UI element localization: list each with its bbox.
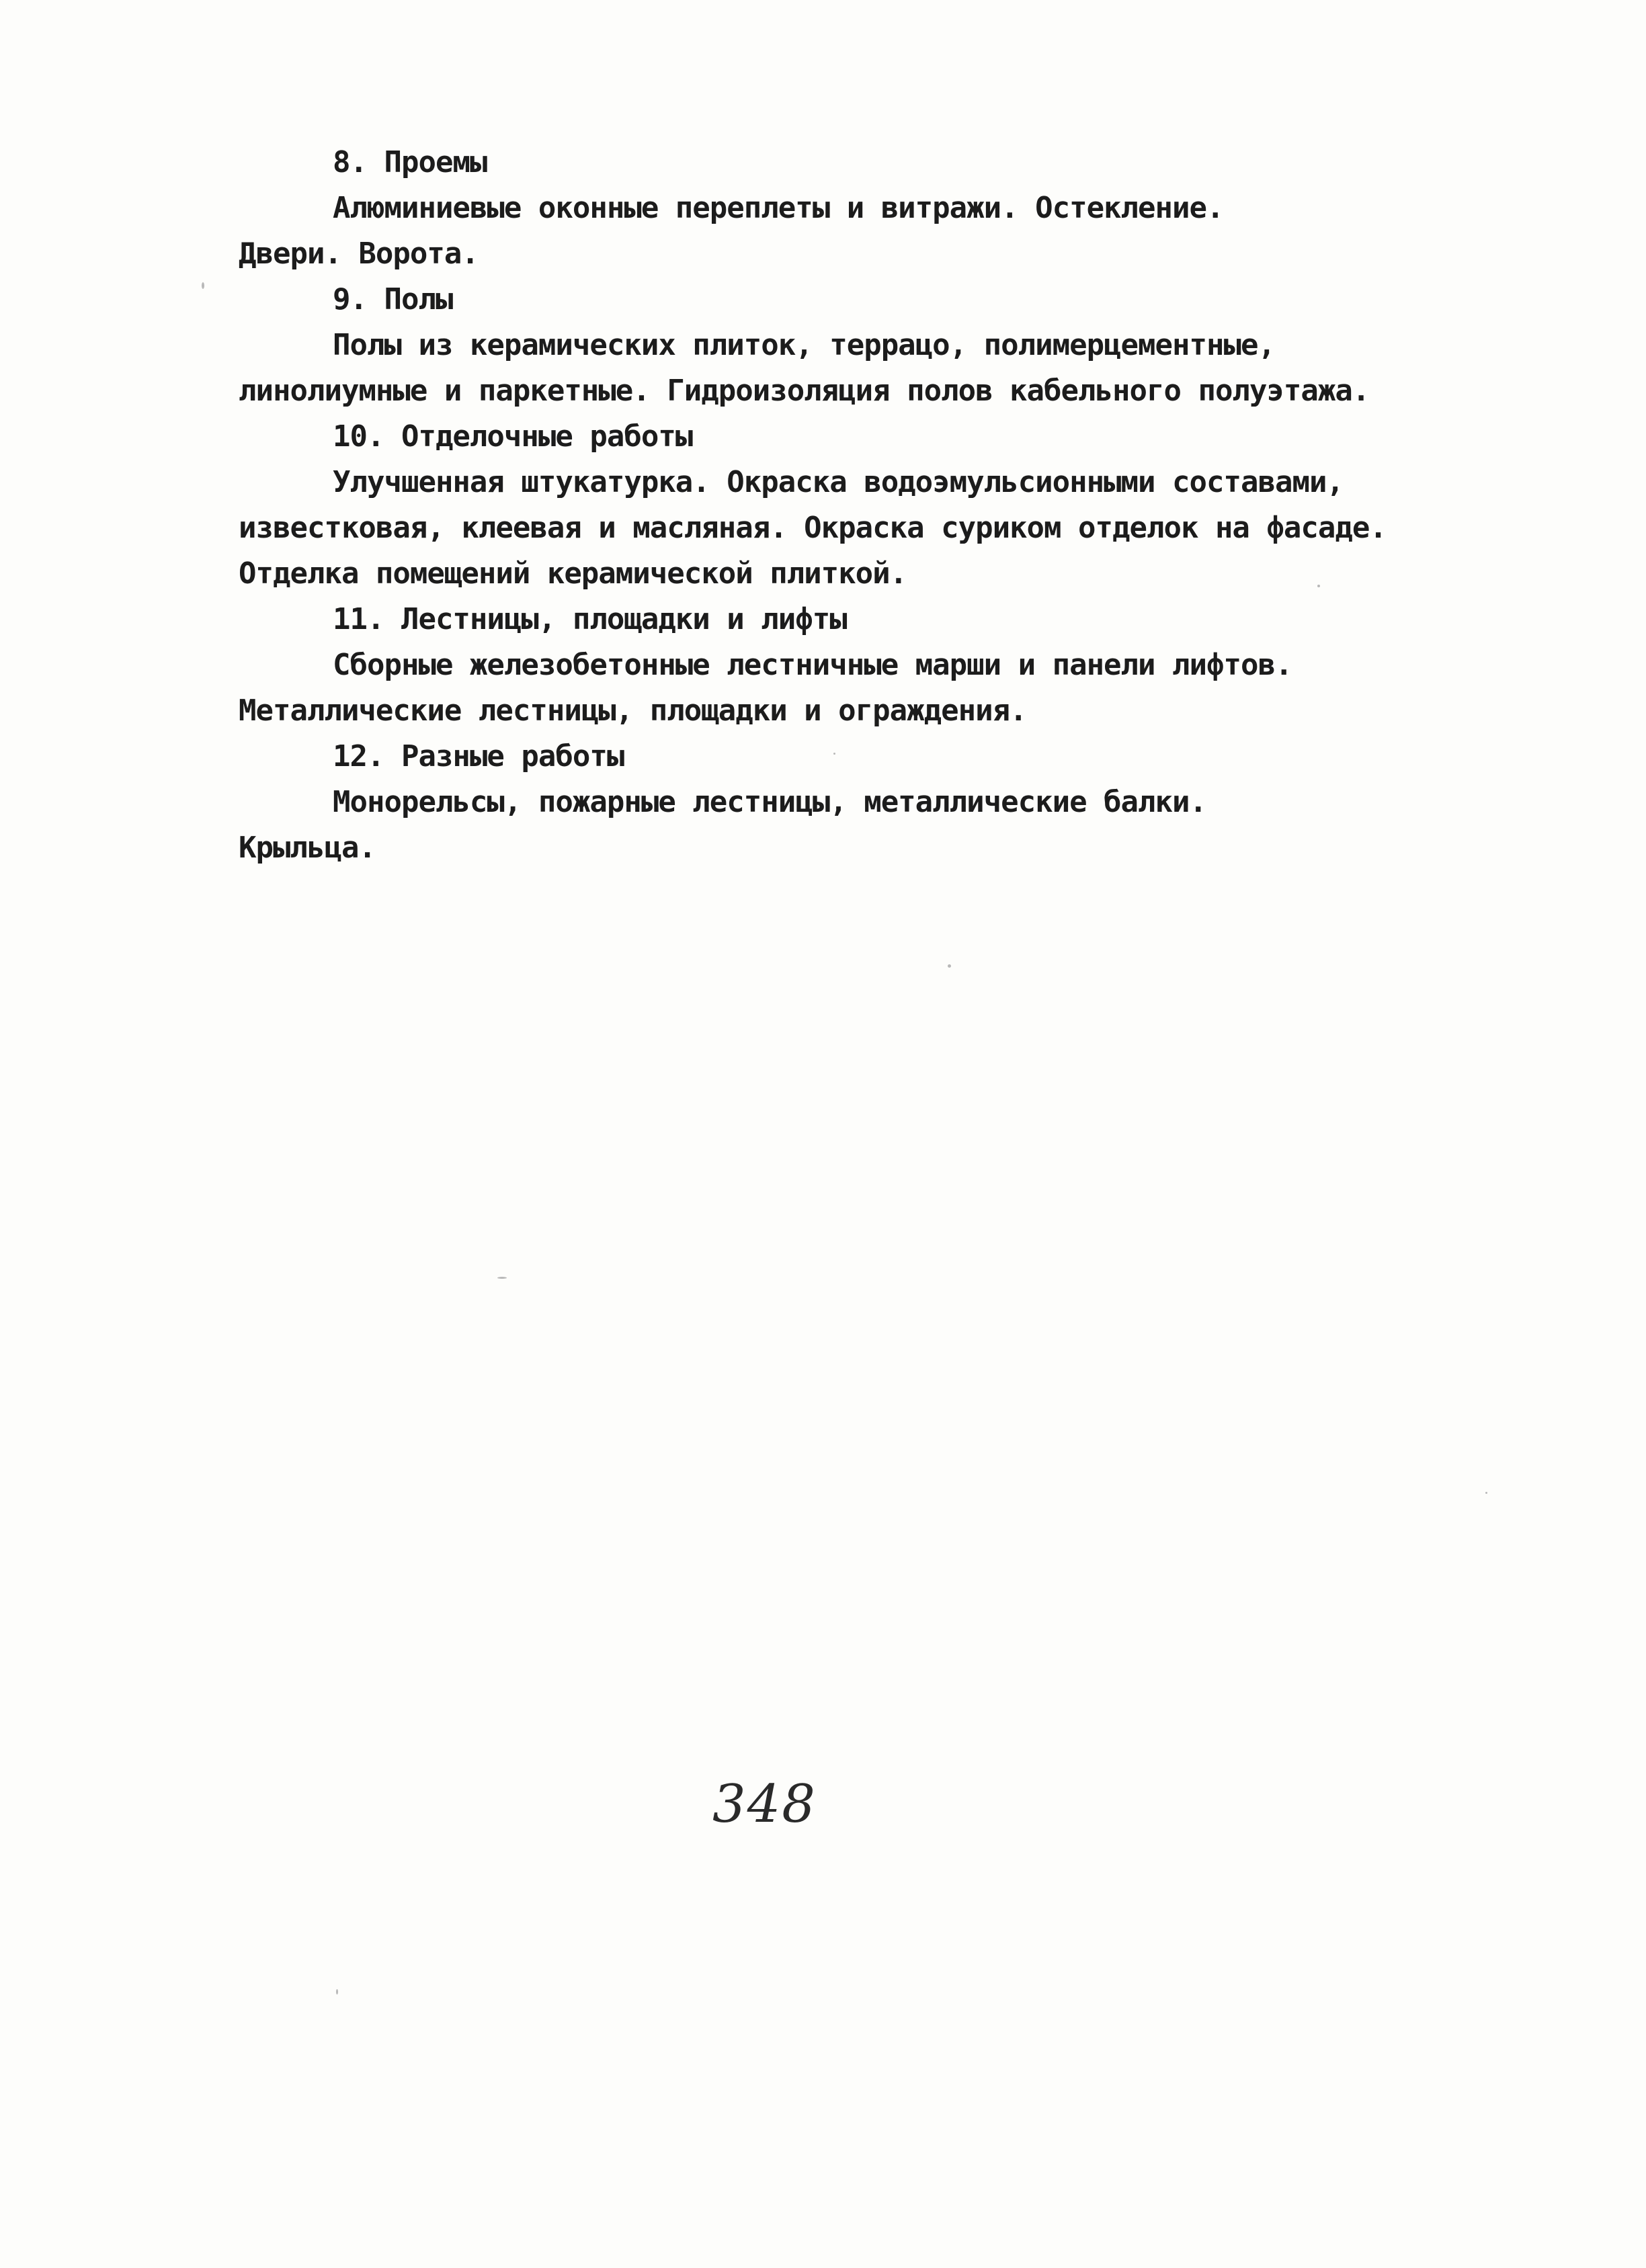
- body-line: Полы из керамических плиток, террацо, полимерцементные,: [333, 328, 1275, 362]
- scan-speck: [1485, 1492, 1487, 1494]
- scan-speck: [202, 282, 204, 289]
- body-line: Крыльца.: [239, 831, 376, 865]
- scan-speck: [497, 1277, 507, 1279]
- body-line: линолиумные и паркетные. Гидроизоляция полов кабельного полуэтажа.: [239, 374, 1370, 408]
- section-stairs-platforms-elevators: [239, 597, 1556, 734]
- body-line: известковая, клеевая и масляная. Окраска суриком отделок на фасаде.: [239, 511, 1387, 545]
- document-body: [239, 140, 1556, 871]
- section-floors: [239, 277, 1556, 414]
- body-line: Алюминиевые оконные переплеты и витражи. Остекление.: [333, 191, 1224, 225]
- body-line: Металлические лестницы, площадки и ограждения.: [239, 694, 1027, 728]
- section-heading: 8. Проемы: [333, 145, 487, 179]
- section-finishing-works: [239, 414, 1556, 597]
- scan-speck: [948, 964, 951, 968]
- body-line: Монорельсы, пожарные лестницы, металлические балки.: [333, 785, 1207, 819]
- section-openings: [239, 140, 1556, 277]
- body-line: Двери. Ворота.: [239, 237, 479, 271]
- scan-speck: [833, 753, 835, 755]
- scan-speck: [336, 1989, 338, 1994]
- body-line: Отделка помещений керамической плиткой.: [239, 556, 907, 591]
- scan-speck: [1317, 585, 1320, 587]
- handwritten-page-number: 348: [712, 1774, 817, 1835]
- section-heading: 12. Разные работы: [333, 739, 624, 773]
- section-heading: 9. Полы: [333, 282, 453, 317]
- section-heading: 10. Отделочные работы: [333, 419, 693, 454]
- section-heading: 11. Лестницы, площадки и лифты: [333, 602, 847, 636]
- body-line: Сборные железобетонные лестничные марши и панели лифтов.: [333, 648, 1292, 682]
- body-line: Улучшенная штукатурка. Окраска водоэмульсионными составами,: [333, 465, 1344, 499]
- section-miscellaneous-works: [239, 734, 1556, 871]
